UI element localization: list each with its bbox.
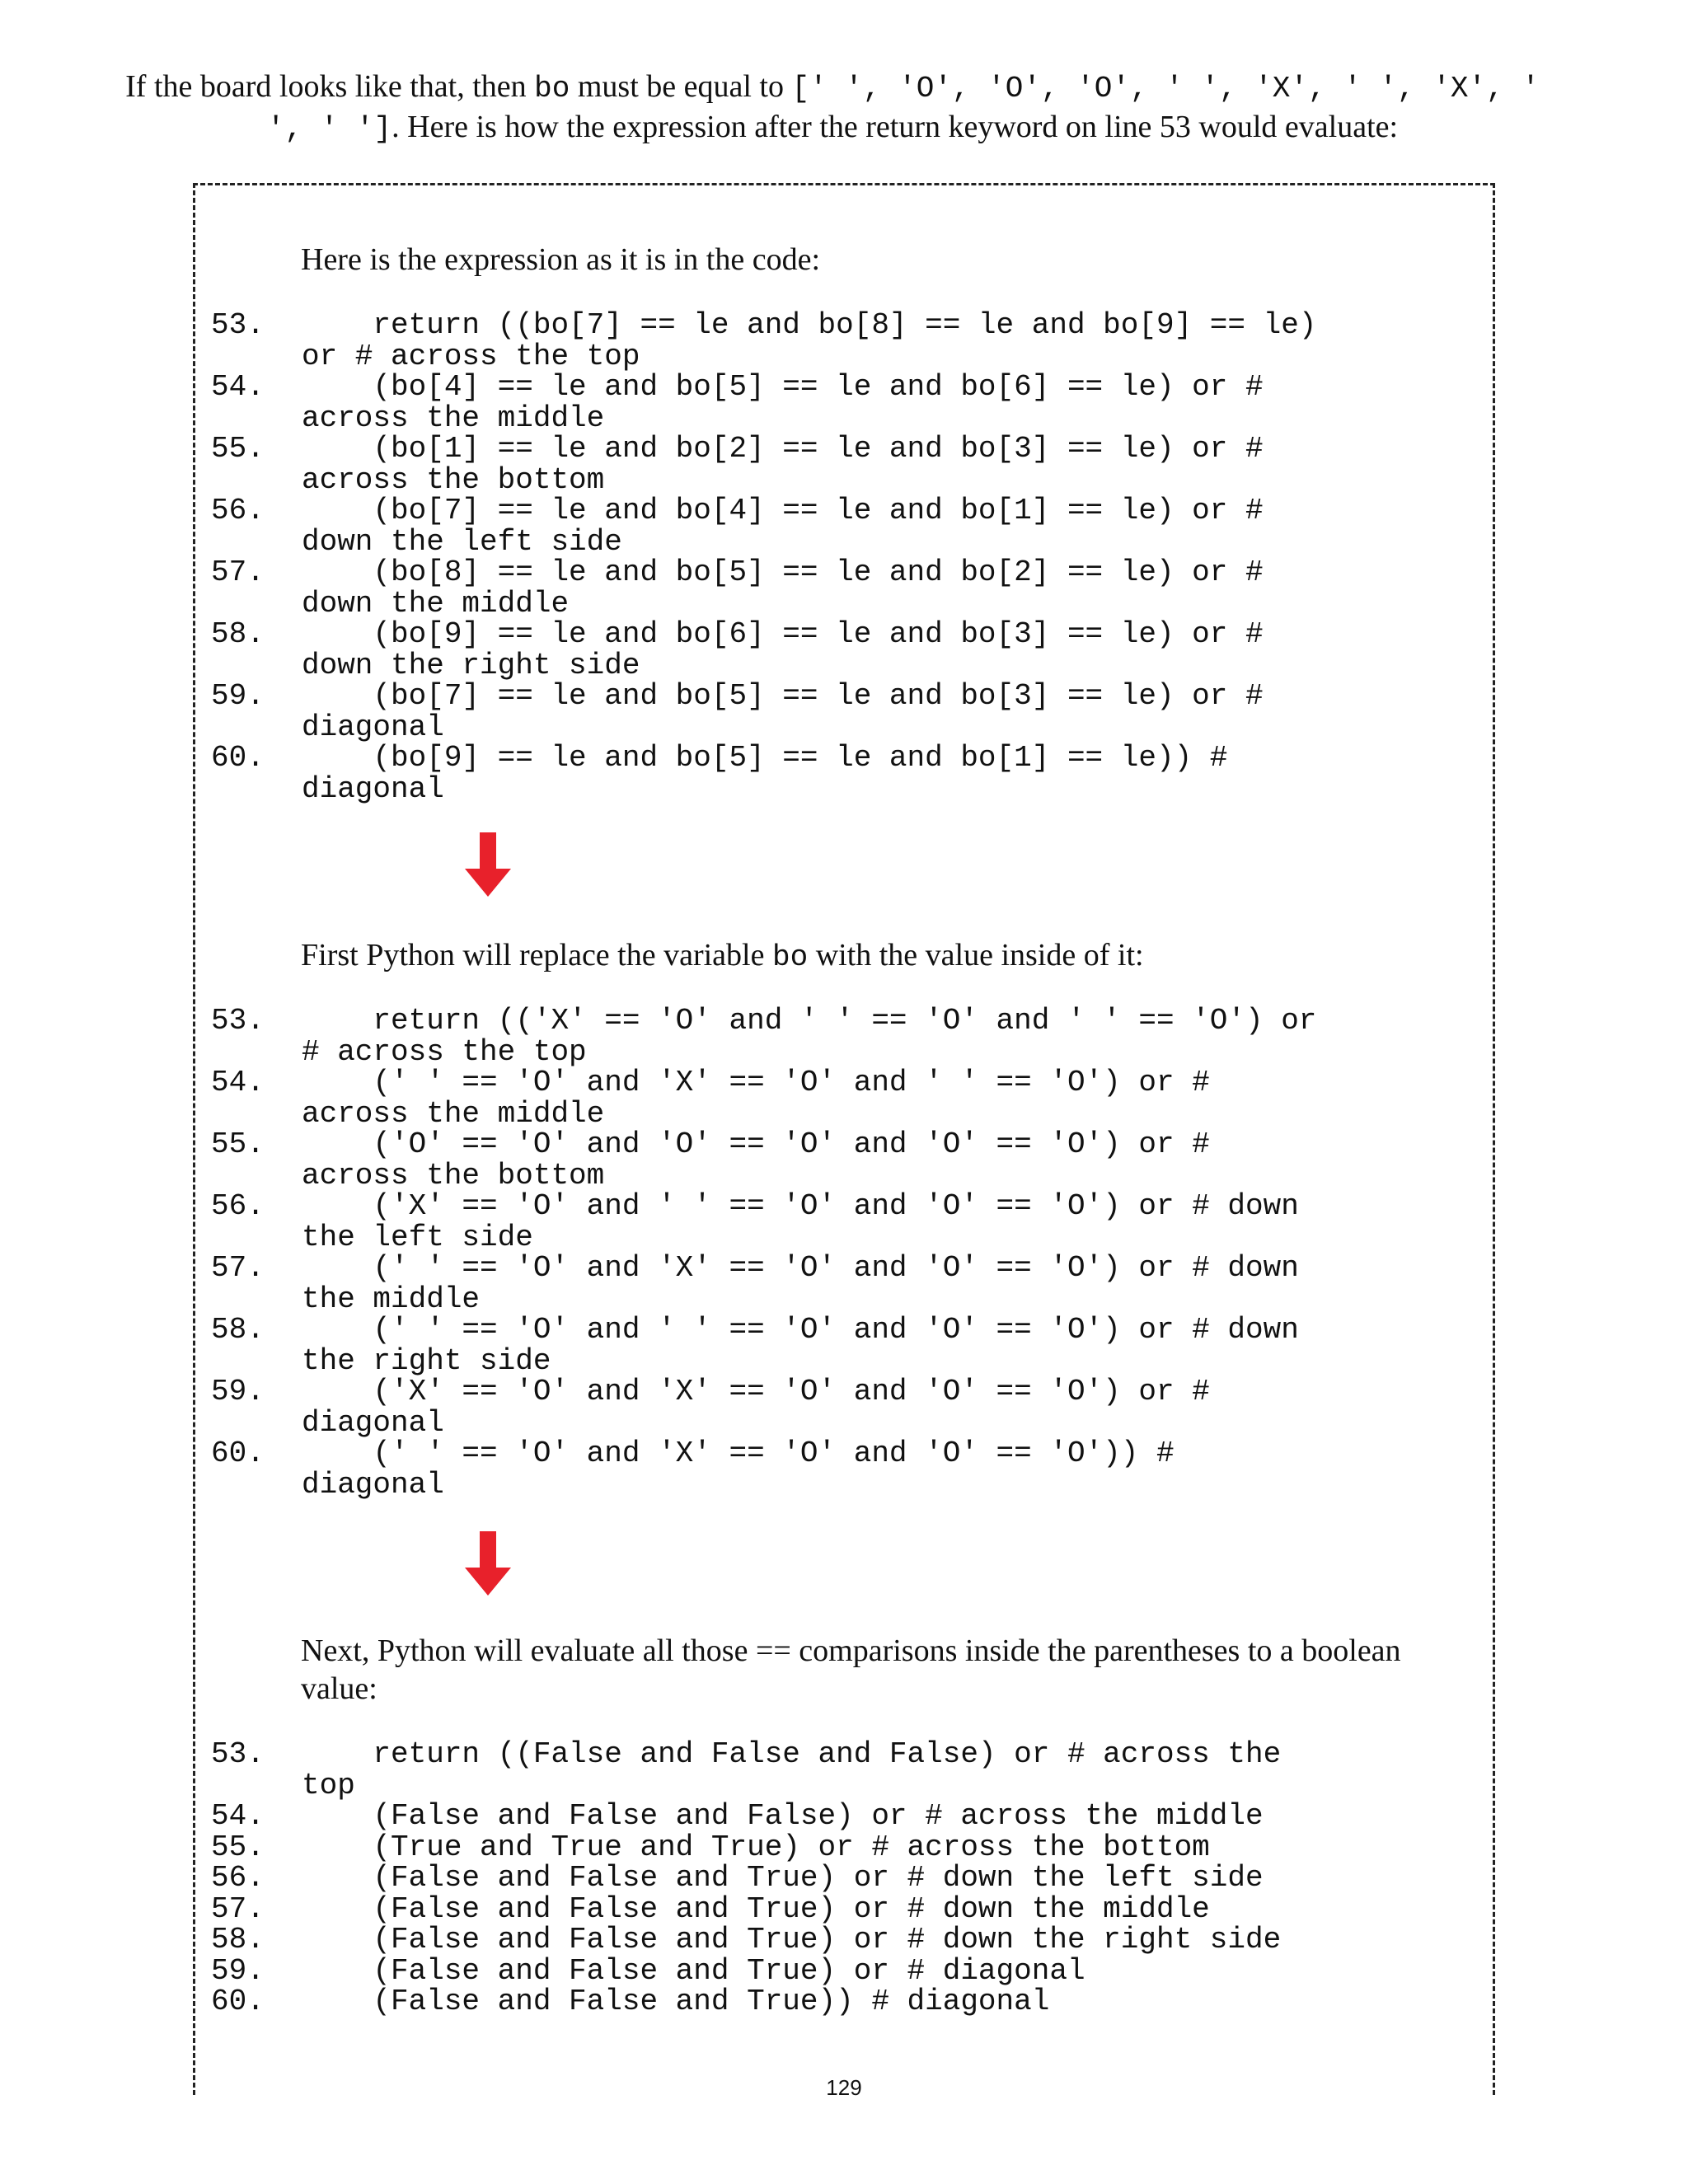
code-line — [206, 1315, 1492, 1376]
down-arrow-icon — [463, 832, 513, 898]
code-line — [206, 1253, 1492, 1315]
code-text-wrapped: down the right side — [302, 648, 640, 682]
line-number: 59. — [211, 1375, 265, 1408]
code-text: (' ' == 'O' and 'X' == 'O' and 'O' == 'O')) # — [302, 1436, 1175, 1470]
code-text: (bo[1] == le and bo[2] == le and bo[3] == le) or # — [302, 432, 1264, 466]
line-number: 57. — [211, 1251, 265, 1285]
page-number: 129 — [826, 2075, 862, 2100]
line-number: 60. — [211, 1985, 265, 2018]
section2-caption-code: bo — [771, 940, 809, 974]
code-text: (False and False and True) or # down the middle — [302, 1891, 1210, 1926]
code-text: (False and False and True) or # down the right side — [302, 1923, 1282, 1957]
code-text-wrapped: the middle — [302, 1282, 481, 1316]
line-number: 54. — [211, 1799, 265, 1833]
code-line — [206, 619, 1492, 681]
code-text: (False and False and False) or # across the middle — [302, 1799, 1264, 1833]
code-text-wrapped: across the bottom — [302, 462, 605, 497]
line-number: 55. — [211, 432, 265, 466]
line-number: 53. — [211, 1737, 265, 1771]
code-text-wrapped: the right side — [302, 1343, 551, 1378]
code-text: (' ' == 'O' and 'X' == 'O' and ' ' == 'O') or # — [302, 1066, 1210, 1099]
code-text: ('O' == 'O' and 'O' == 'O' and 'O' == 'O') or # — [302, 1127, 1210, 1161]
line-number: 53. — [211, 308, 265, 342]
line-number: 54. — [211, 370, 265, 404]
code-text: (bo[4] == le and bo[5] == le and bo[6] == le) or # — [302, 370, 1264, 404]
code-text-wrapped: # across the top — [302, 1034, 587, 1069]
down-arrow-shape — [465, 832, 511, 897]
code-line — [206, 372, 1492, 434]
code-text: (False and False and True) or # down the left side — [302, 1861, 1264, 1895]
code-text: return ((bo[7] == le and bo[8] == le and bo[9] == le) — [302, 308, 1317, 342]
code-text-wrapped: across the bottom — [302, 1158, 605, 1193]
section2-caption-text-2: with the value inside of it: — [808, 938, 1144, 972]
intro-text-1: If the board looks like that, then — [125, 69, 535, 104]
section3-caption: Next, Python will evaluate all those == comparisons inside the parentheses to a boolean value: — [301, 1633, 1401, 1706]
code-text: return (('X' == 'O' and ' ' == 'O' and ' ' == 'O') or — [302, 1004, 1317, 1038]
code-line — [206, 557, 1492, 619]
code-text-wrapped: across the middle — [302, 401, 605, 435]
code-text: (True and True and True) or # across the bottom — [302, 1830, 1210, 1864]
code-text: return ((False and False and False) or # across the — [302, 1737, 1282, 1771]
line-number: 58. — [211, 1923, 265, 1957]
line-number: 58. — [211, 1313, 265, 1347]
down-arrow-icon — [463, 1531, 513, 1597]
code-line — [206, 1832, 1492, 1863]
code-text: (bo[8] == le and bo[5] == le and bo[2] == le) or # — [302, 555, 1264, 589]
section2-code-listing — [206, 1005, 1492, 1500]
code-text: ('X' == 'O' and ' ' == 'O' and 'O' == 'O') or # down — [302, 1189, 1299, 1223]
intro-code-list: [' ', 'O', 'O', 'O', ' ', 'X', ' ', 'X', ' ', ' '] — [266, 72, 1540, 146]
code-text: (False and False and True)) # diagonal — [302, 1985, 1050, 2018]
code-line — [206, 1005, 1492, 1067]
code-text: (bo[9] == le and bo[5] == le and bo[1] == le)) # — [302, 741, 1228, 775]
code-text-wrapped: diagonal — [302, 1467, 444, 1502]
code-text-wrapped: top — [302, 1768, 355, 1802]
code-line — [206, 1739, 1492, 1801]
section1-caption: Here is the expression as it is in the code: — [301, 242, 821, 277]
code-line — [206, 434, 1492, 495]
line-number: 60. — [211, 1436, 265, 1470]
line-number: 56. — [211, 494, 265, 527]
code-line — [206, 1438, 1492, 1500]
line-number: 54. — [211, 1066, 265, 1099]
code-line — [206, 1129, 1492, 1191]
code-text: (' ' == 'O' and 'X' == 'O' and 'O' == 'O') or # down — [302, 1251, 1299, 1285]
section2-caption — [301, 936, 1438, 977]
code-text-wrapped: diagonal — [302, 771, 444, 806]
code-text: (False and False and True) or # diagonal — [302, 1953, 1085, 1988]
code-text-wrapped: diagonal — [302, 1405, 444, 1440]
line-number: 57. — [211, 555, 265, 589]
code-line — [206, 743, 1492, 804]
code-text: ('X' == 'O' and 'X' == 'O' and 'O' == 'O') or # — [302, 1375, 1210, 1408]
section3-code-listing — [206, 1739, 1492, 2018]
line-number: 55. — [211, 1830, 265, 1864]
code-text-wrapped: diagonal — [302, 710, 444, 744]
intro-code-bo: bo — [534, 72, 570, 105]
code-line — [206, 1953, 1492, 1988]
intro-text-2: must be equal to — [570, 69, 792, 104]
down-arrow-shape — [465, 1531, 511, 1596]
code-line — [206, 310, 1492, 372]
code-line — [206, 1891, 1492, 1926]
code-text: (bo[7] == le and bo[4] == le and bo[1] == le) or # — [302, 494, 1264, 527]
intro-text-3: . Here is how the expression after the return keyword on line 53 would evaluate: — [392, 110, 1399, 144]
code-text: (bo[7] == le and bo[5] == le and bo[3] == le) or # — [302, 679, 1264, 713]
line-number: 56. — [211, 1189, 265, 1223]
line-number: 58. — [211, 617, 265, 651]
code-text-wrapped: the left side — [302, 1220, 533, 1254]
code-line — [206, 1376, 1492, 1438]
line-number: 56. — [211, 1861, 265, 1895]
line-number: 59. — [211, 1953, 265, 1988]
line-number: 59. — [211, 679, 265, 713]
code-text-wrapped: across the middle — [302, 1096, 605, 1131]
section2-caption-text-1: First Python will replace the variable — [301, 938, 772, 972]
section1-code-listing — [206, 310, 1492, 804]
line-number: 55. — [211, 1127, 265, 1161]
code-text-wrapped: down the left side — [302, 524, 622, 559]
line-number: 60. — [211, 741, 265, 775]
line-number: 53. — [211, 1004, 265, 1038]
code-line — [206, 1067, 1492, 1129]
code-line — [206, 1801, 1492, 1832]
line-number: 57. — [211, 1891, 265, 1926]
code-line — [206, 1863, 1492, 1894]
code-line — [206, 1191, 1492, 1253]
code-line — [206, 1924, 1492, 1956]
intro-paragraph — [115, 68, 1550, 148]
code-line — [206, 495, 1492, 557]
code-text-wrapped: or # across the top — [302, 339, 640, 373]
code-text: (' ' == 'O' and ' ' == 'O' and 'O' == 'O') or # down — [302, 1313, 1299, 1347]
code-text: (bo[9] == le and bo[6] == le and bo[3] == le) or # — [302, 617, 1264, 651]
code-line — [206, 1986, 1492, 2018]
code-line — [206, 681, 1492, 743]
code-text-wrapped: down the middle — [302, 586, 570, 621]
